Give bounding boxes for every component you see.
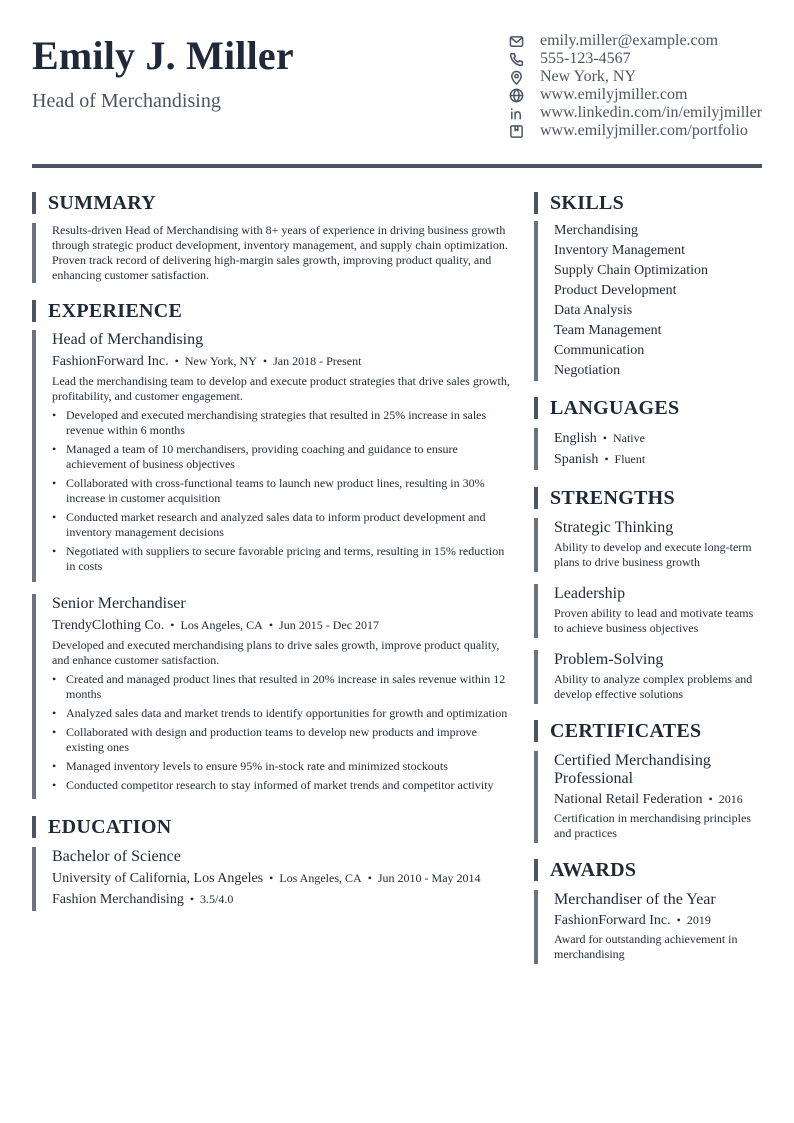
skill-item: Communication xyxy=(554,343,645,358)
certificate-meta xyxy=(554,791,762,808)
phone-text: 555-123-4567 xyxy=(540,50,631,67)
job-dates: Jun 2015 - Dec 2017 xyxy=(279,618,380,632)
job-entry xyxy=(32,330,512,582)
job-entry xyxy=(32,594,512,799)
summary-body xyxy=(32,223,512,283)
degree-title: Bachelor of Science xyxy=(52,848,181,865)
certificate-issuer: National Retail Federation xyxy=(554,792,703,807)
list-item: • Managed inventory levels to ensure 95% in-stock rate and minimized stockouts xyxy=(52,759,512,774)
separator-dot: • xyxy=(269,871,274,885)
linkedin-icon xyxy=(508,105,524,121)
award-item xyxy=(534,890,762,964)
list-item: • Conducted competitor research to stay informed of market trends and competitor activity xyxy=(52,778,512,793)
education-heading: EDUCATION xyxy=(32,816,512,838)
strengths-heading: STRENGTHS xyxy=(534,487,762,509)
award-issuer: FashionForward Inc. xyxy=(554,913,671,928)
contact-location xyxy=(508,68,768,86)
list-item: • Analyzed sales data and market trends to identify opportunities for growth and optimization xyxy=(52,706,512,721)
school-name: University of California, Los Angeles xyxy=(52,871,264,886)
right-column xyxy=(534,192,762,964)
skill-item: Negotiation xyxy=(554,363,621,378)
job-location: Los Angeles, CA xyxy=(180,618,263,632)
strength-item xyxy=(534,518,762,572)
contact-portfolio[interactable] xyxy=(508,122,768,140)
skill-item: Team Management xyxy=(554,323,662,338)
list-item: • Created and managed product lines that resulted in 20% increase in sales revenue within 12 months xyxy=(52,672,512,702)
separator-dot: • xyxy=(604,452,609,466)
education-field-row xyxy=(52,891,512,908)
mail-icon xyxy=(508,33,524,49)
certificates-heading: CERTIFICATES xyxy=(534,720,762,742)
award-desc: Award for outstanding achievement in merchandising xyxy=(554,932,738,961)
separator-dot: • xyxy=(189,892,195,906)
separator-dot: • xyxy=(602,431,607,445)
skills-heading: SKILLS xyxy=(534,192,762,214)
strengths-section xyxy=(534,487,762,704)
language-level: Fluent xyxy=(614,452,646,466)
portfolio-icon xyxy=(508,123,524,139)
linkedin-text: www.linkedin.com/in/emilyjmiller xyxy=(540,104,763,121)
strength-title: Problem-Solving xyxy=(554,651,664,668)
website-text: www.emilyjmiller.com xyxy=(540,86,688,103)
strength-item xyxy=(534,650,762,704)
skills-list xyxy=(534,221,762,381)
job-title: Senior Merchandiser xyxy=(52,595,186,612)
separator-dot: • xyxy=(170,618,175,632)
award-meta xyxy=(554,912,762,929)
job-location: New York, NY xyxy=(184,354,257,368)
skills-section xyxy=(534,192,762,381)
candidate-title: Head of Merchandising xyxy=(32,90,221,112)
certificate-title: Certified Merchandising Professional xyxy=(554,752,711,787)
skill-item: Merchandising xyxy=(554,223,638,238)
language-level: Native xyxy=(612,431,645,445)
languages-list xyxy=(534,428,762,470)
resume-header xyxy=(32,28,762,148)
contact-linkedin[interactable] xyxy=(508,104,768,122)
summary-heading: SUMMARY xyxy=(32,192,512,214)
job-meta xyxy=(52,353,512,370)
job-dates: Jan 2018 - Present xyxy=(273,354,362,368)
phone-icon xyxy=(508,51,524,67)
school-location: Los Angeles, CA xyxy=(279,871,362,885)
globe-icon xyxy=(508,87,524,103)
certificate-item xyxy=(534,751,762,843)
job-description: Lead the merchandising team to develop and execute product strategies that drive sales growth, profitability, and customer engagement. xyxy=(52,374,510,403)
separator-dot: • xyxy=(268,618,274,632)
strength-desc: Proven ability to lead and motivate teams to achieve business objectives xyxy=(554,606,754,635)
certificate-year: 2016 xyxy=(718,792,743,806)
language-item xyxy=(554,428,762,449)
location-text: New York, NY xyxy=(540,68,637,85)
awards-section xyxy=(534,859,762,964)
email-text: emily.miller@example.com xyxy=(540,32,719,49)
award-title: Merchandiser of the Year xyxy=(554,891,716,908)
list-item: • Conducted market research and analyzed sales data to inform product development and inventory management decisions xyxy=(52,510,512,540)
list-item: • Developed and executed merchandising strategies that resulted in 25% increase in sales revenue within 6 months xyxy=(52,408,512,438)
list-item: • Collaborated with design and production teams to develop new products and improve existing ones xyxy=(52,725,512,755)
language-name: English xyxy=(554,431,597,446)
strength-desc: Ability to analyze complex problems and develop effective solutions xyxy=(554,672,753,701)
languages-section xyxy=(534,397,762,470)
award-year: 2019 xyxy=(686,913,711,927)
separator-dot: • xyxy=(708,792,713,806)
separator-dot: • xyxy=(367,871,372,885)
left-column xyxy=(32,192,512,911)
strength-title: Leadership xyxy=(554,585,626,602)
strength-item xyxy=(534,584,762,638)
job-title: Head of Merchandising xyxy=(52,331,204,348)
job-meta xyxy=(52,617,512,634)
skill-item: Supply Chain Optimization xyxy=(554,263,708,278)
job-company: FashionForward Inc. xyxy=(52,354,169,369)
experience-heading: EXPERIENCE xyxy=(32,300,512,322)
skill-item: Data Analysis xyxy=(554,303,633,318)
awards-heading: AWARDS xyxy=(534,859,762,881)
summary-text: Results-driven Head of Merchandising with 8+ years of experience in driving business growth through strategic product development, inventory management, and supply chain optimization. Proven track record of delivering high-margin sales growth, improving product quality, and enhancing customer satisfaction. xyxy=(52,223,508,282)
strength-title: Strategic Thinking xyxy=(554,519,674,536)
summary-section xyxy=(32,192,512,283)
strength-desc: Ability to develop and execute long-term plans to drive business growth xyxy=(554,540,752,569)
list-item: • Negotiated with suppliers to secure favorable pricing and terms, resulting in 15% reduction in costs xyxy=(52,544,512,574)
skill-item: Inventory Management xyxy=(554,243,686,258)
job-bullets xyxy=(52,672,512,793)
gpa: 3.5/4.0 xyxy=(200,892,234,906)
job-company: TrendyClothing Co. xyxy=(52,618,165,633)
education-dates: Jun 2010 - May 2014 xyxy=(377,871,481,885)
list-item: • Managed a team of 10 merchandisers, providing coaching and guidance to ensure achievement of business objectives xyxy=(52,442,512,472)
language-item xyxy=(554,449,762,470)
contact-website[interactable] xyxy=(508,86,768,104)
separator-dot: • xyxy=(676,913,681,927)
header-divider xyxy=(32,164,762,168)
job-bullets xyxy=(52,408,512,574)
language-name: Spanish xyxy=(554,452,599,467)
contact-email[interactable] xyxy=(508,32,768,50)
contact-block xyxy=(508,32,768,140)
separator-dot: • xyxy=(262,354,268,368)
certificate-desc: Certification in merchandising principles and practices xyxy=(554,811,751,840)
list-item: • Collaborated with cross-functional teams to launch new product lines, resulting in 30% increase in customer acquisition xyxy=(52,476,512,506)
certificates-section xyxy=(534,720,762,843)
contact-phone[interactable] xyxy=(508,50,768,68)
candidate-name: Emily J. Miller xyxy=(32,33,294,78)
separator-dot: • xyxy=(174,354,179,368)
languages-heading: LANGUAGES xyxy=(534,397,762,419)
experience-section xyxy=(32,300,512,799)
skill-item: Product Development xyxy=(554,283,677,298)
field-of-study: Fashion Merchandising xyxy=(52,892,184,907)
education-meta xyxy=(52,870,512,887)
education-entry xyxy=(32,847,512,911)
job-description: Developed and executed merchandising plans to drive sales growth, improve product quality, and enhance customer satisfaction. xyxy=(52,638,500,667)
education-section xyxy=(32,816,512,911)
portfolio-text: www.emilyjmiller.com/portfolio xyxy=(540,122,748,139)
location-pin-icon xyxy=(508,69,524,85)
